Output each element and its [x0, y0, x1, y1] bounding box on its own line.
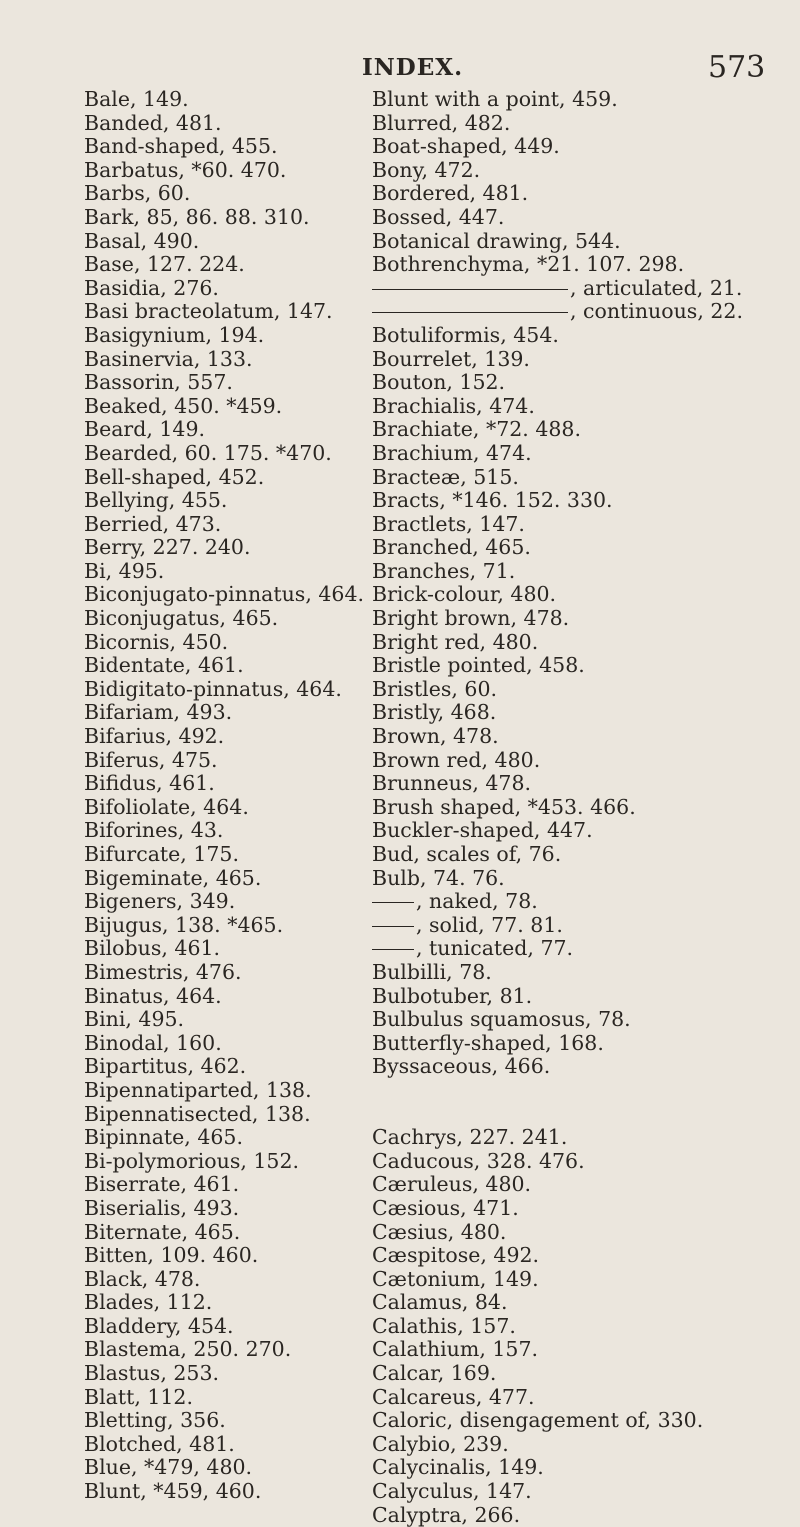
index-entry: Biforines, 43. [84, 818, 224, 843]
index-entry: Bi-polymorious, 152. [84, 1148, 300, 1173]
index-entry: Bordered, 481. [372, 181, 529, 206]
index-entry: Bini, 495. [84, 1007, 185, 1032]
index-entry: Band-shaped, 455. [84, 134, 278, 159]
index-entry: Bouton, 152. [372, 370, 506, 395]
letter-gap [372, 1103, 743, 1127]
index-column-left [84, 88, 364, 1504]
index-entry: Branched, 465. [372, 535, 531, 560]
index-entry: Boat-shaped, 449. [372, 134, 560, 159]
index-entry: Bourrelet, 139. [372, 346, 530, 371]
index-entry: Bipinnate, 465. [84, 1125, 243, 1150]
index-entry: Bi, 495. [84, 558, 165, 583]
index-entry: Bulb, 74. 76. [372, 865, 505, 890]
index-entry: Basigynium, 194. [84, 322, 265, 347]
index-entry: Base, 127. 224. [84, 252, 245, 277]
index-entry: Cæsious, 471. [372, 1195, 519, 1220]
index-entry: Blunt, *459, 460. [84, 1479, 262, 1504]
index-entry: Bigeners, 349. [84, 889, 236, 914]
index-entry: Basinervia, 133. [84, 346, 253, 371]
index-entry: Brown red, 480. [372, 747, 541, 772]
index-entry: Beaked, 450. *459. [84, 393, 283, 418]
index-subentry: , solid, 77. 81. [372, 914, 743, 938]
index-entry: Biconjugato-pinnatus, 464. [84, 582, 365, 607]
index-entry: Berried, 473. [84, 511, 222, 536]
index-entry: Biserrate, 461. [84, 1172, 240, 1197]
index-entry: Bulbotuber, 81. [372, 983, 533, 1008]
index-entry: Barbatus, *60. 470. [84, 157, 287, 182]
index-entry: Cachrys, 227. 241. [372, 1125, 568, 1150]
index-entry: Bearded, 60. 175. *470. [84, 440, 332, 465]
index-entry: Bulbulus squamosus, 78. [372, 1007, 631, 1032]
index-entry: Bright red, 480. [372, 629, 539, 654]
index-entry: Brush shaped, *453. 466. [372, 794, 636, 819]
index-entry: Binodal, 160. [84, 1030, 222, 1055]
index-entry: Bristles, 60. [372, 676, 498, 701]
index-entry: Banded, 481. [84, 110, 222, 135]
index-entry: Basidia, 276. [84, 275, 219, 300]
index-entry: Bifoliolate, 464. [84, 794, 249, 819]
index-entry: Brachiate, *72. 488. [372, 417, 581, 442]
index-entry: Bimestris, 476. [84, 959, 242, 984]
index-entry: Calycinalis, 149. [372, 1455, 544, 1480]
index-entry: Caducous, 328. 476. [372, 1148, 585, 1173]
index-entry: Blastema, 250. 270. [84, 1337, 292, 1362]
index-entry: Calathium, 157. [372, 1337, 539, 1362]
index-column-right [372, 88, 743, 1527]
index-entry: Calamus, 84. [372, 1290, 508, 1315]
ditto-dash [372, 949, 414, 950]
index-entry: Biserialis, 493. [84, 1195, 240, 1220]
index-subentry: , continuous, 22. [372, 300, 743, 324]
index-entry: Bipennatisected, 138. [84, 1101, 311, 1126]
index-entry: Bijugus, 138. *465. [84, 912, 284, 937]
index-entry: Bletting, 356. [84, 1408, 226, 1433]
index-entry: Calyculus, 147. [372, 1479, 532, 1504]
index-entry: Bristle pointed, 458. [372, 653, 585, 678]
index-entry: Calathis, 157. [372, 1313, 516, 1338]
index-subentry: , articulated, 21. [372, 277, 743, 301]
index-entry: Butterfly-shaped, 168. [372, 1030, 604, 1055]
index-entry: Basal, 490. [84, 228, 200, 253]
index-entry: Bipennatiparted, 138. [84, 1077, 312, 1102]
index-entry: Bidigitato-pinnatus, 464. [84, 676, 342, 701]
index-subentry: , tunicated, 77. [372, 937, 743, 961]
index-entry: Bright brown, 478. [372, 606, 570, 631]
index-entry: Blunt with a point, 459. [372, 87, 618, 111]
index-entry: Bud, scales of, 76. [372, 842, 562, 866]
index-entry: Blades, 112. [84, 1290, 213, 1315]
index-entry: Berry, 227. 240. [84, 535, 251, 560]
index-entry: Calyptra, 266. [372, 1502, 521, 1527]
index-entry: Bilobus, 461. [84, 936, 221, 961]
index-entry: Binatus, 464. [84, 983, 222, 1008]
index-entry: Bale, 149. [84, 87, 189, 111]
ditto-dash [372, 289, 568, 290]
index-entry: Bifurcate, 175. [84, 842, 239, 866]
index-entry: Cæsius, 480. [372, 1219, 507, 1244]
index-entry: Botanical drawing, 544. [372, 228, 621, 253]
index-entry: Bossed, 447. [372, 204, 505, 229]
index-entry: Bladdery, 454. [84, 1313, 234, 1338]
index-entry: Bidentate, 461. [84, 653, 244, 678]
index-entry: Biconjugatus, 465. [84, 606, 279, 631]
index-entry: Brachialis, 474. [372, 393, 535, 418]
page-number: 573 [708, 50, 766, 85]
index-entry: Blatt, 112. [84, 1384, 193, 1409]
index-entry: Bipartitus, 462. [84, 1054, 247, 1079]
index-entry: Caloric, disengagement of, 330. [372, 1408, 704, 1433]
index-entry: Cætonium, 149. [372, 1266, 539, 1291]
index-entry: Blotched, 481. [84, 1431, 235, 1456]
index-entry: Bulbilli, 78. [372, 959, 492, 984]
index-entry: Bristly, 468. [372, 700, 497, 725]
index-entry: Bractlets, 147. [372, 511, 525, 536]
index-entry: Brachium, 474. [372, 440, 532, 465]
index-entry: Bifarius, 492. [84, 724, 225, 749]
index-entry: Bicornis, 450. [84, 629, 229, 654]
index-entry: Bifidus, 461. [84, 771, 215, 796]
index-entry: Bracteæ, 515. [372, 464, 519, 489]
index-entry: Calcareus, 477. [372, 1384, 535, 1409]
index-entry: Bark, 85, 86. 88. 310. [84, 204, 310, 229]
index-entry: Barbs, 60. [84, 181, 191, 206]
index-entry: Biternate, 465. [84, 1219, 241, 1244]
index-entry: Calcar, 169. [372, 1361, 497, 1386]
index-entry: Bracts, *146. 152. 330. [372, 488, 613, 513]
running-title: INDEX. [362, 54, 464, 81]
index-entry: Byssaceous, 466. [372, 1054, 551, 1079]
index-entry: Bony, 472. [372, 157, 481, 182]
letter-gap [372, 1079, 743, 1103]
index-entry: Branches, 71. [372, 558, 516, 583]
index-entry: Bifariam, 493. [84, 700, 233, 725]
index-entry: Bell-shaped, 452. [84, 464, 265, 489]
index-entry: Calybio, 239. [372, 1431, 509, 1456]
ditto-dash [372, 312, 568, 313]
index-entry: Black, 478. [84, 1266, 201, 1291]
index-entry: Blurred, 482. [372, 110, 511, 135]
index-entry: Cæspitose, 492. [372, 1243, 540, 1268]
page-header [0, 50, 800, 90]
index-entry: Bitten, 109. 460. [84, 1243, 259, 1268]
index-entry: Bothrenchyma, *21. 107. 298. [372, 252, 685, 277]
index-entry: Brown, 478. [372, 724, 499, 749]
index-entry: Cæruleus, 480. [372, 1172, 532, 1197]
ditto-dash [372, 902, 414, 903]
index-entry: Botuliformis, 454. [372, 322, 559, 347]
index-entry: Brunneus, 478. [372, 771, 532, 796]
index-entry: Beard, 149. [84, 417, 206, 442]
index-subentry: , naked, 78. [372, 890, 743, 914]
index-entry: Bellying, 455. [84, 488, 228, 513]
index-entry: Brick-colour, 480. [372, 582, 557, 607]
index-entry: Blastus, 253. [84, 1361, 220, 1386]
index-entry: Biferus, 475. [84, 747, 218, 772]
index-entry: Bigeminate, 465. [84, 865, 262, 890]
index-entry: Basi bracteolatum, 147. [84, 299, 333, 324]
index-entry: Bassorin, 557. [84, 370, 233, 395]
index-entry: Buckler-shaped, 447. [372, 818, 593, 843]
index-entry: Blue, *479, 480. [84, 1455, 253, 1480]
ditto-dash [372, 926, 414, 927]
